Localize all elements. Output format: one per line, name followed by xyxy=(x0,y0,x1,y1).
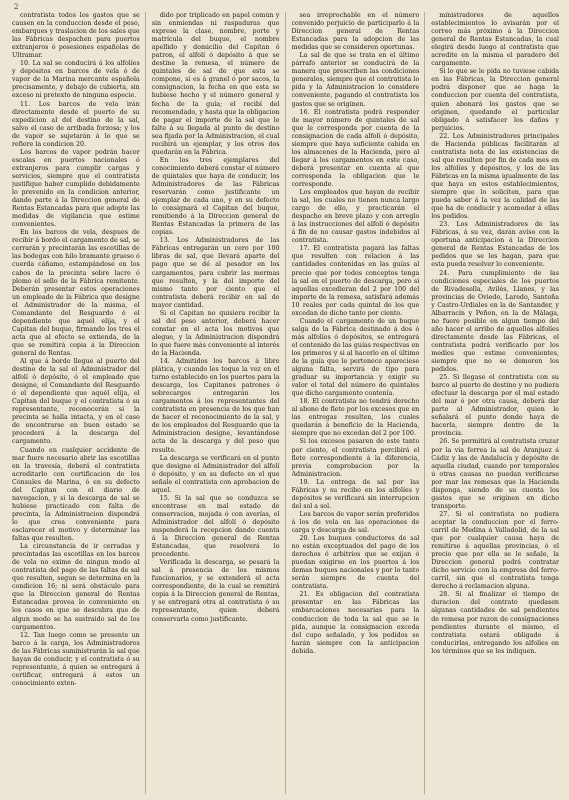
text-column-4 xyxy=(431,12,559,794)
text-column-3 xyxy=(292,12,426,794)
paragraph: 15. Si la sal que se conduzca se encontrase en mal estado de conservacion, mojada ó con averías, el Administrador del alfolí ó depósito suspenderá la recepcion dando cuenta á la Direccion general de Rentas Estancadas, que resolverá lo procedente. xyxy=(151,494,280,559)
text-column-2 xyxy=(152,12,286,794)
paragraph: 11. Los barcos de vela irán directamente desde el puerto de su expedicion al del destino de la sal, salvo el caso de arribada forzosa; y los de vapor se sujetarán á lo que se refiere la condicion 20. xyxy=(12,100,140,148)
paragraph: Al que á bordo llegue al puerto del destino de la sal el Administrador del alfolí ó depósito, ó el empleado que designe, el Comandante del Resguardo ó el dependiente que aquél elija, el Capitan del buque y el contratista ó su representante, reconocerán si la precinta se halla intacta, y en el caso de encontrarse en buen estado se procederá á la descarga del cargamento. xyxy=(12,358,140,446)
paragraph: ministradores de aquellos establecimientos lo avisarán por el correo más próximo á la Direccion general de Rentas Estancadas, la cual elegirá desde luego al contratista que acredite en la misma el paradero del cargamento. xyxy=(431,12,559,68)
paragraph: 14. Admitidos los barcos á libre plática, y cuando les toque la vez en el turno establecido en los puertos para la descarga, los Capitanes patrones ó sobrecargos entregarán los cargamentos á los representantes del contratista en presencia de los que han de hacer el reconocimiento de la sal, y de los empleados del Resguardo que la Administracion designe, levantándose acta de la descarga y del peso que resulte. xyxy=(151,358,280,454)
paragraph: En los barcos de vela, despues de recibir á bordo el cargamento de sal, se cerrarán y precintarán las escotillas de las bodegas con hilo bramante grueso ó cuerda cáñamo, estampándose en los cabos de la precinta sobre lacre ó plomo el sello de la Fábrica remitente. Deberán presentar estos operaciones un empleado de la Fábrica que designe el Administrador de la misma, el Comandante del Resguardo ó el dependiente que aquél elija, y el Capitan del buque, firmando los tres el acta que al efecto se extienda, de la que se remitirá copia á la Direccion general de Rentas. xyxy=(12,229,140,357)
text-columns xyxy=(12,12,559,794)
paragraph: 27. Si el contratista no pudiera aceptar la conduccion por el ferro-carril de Medina á Valladolid, de la sal que por cualquier causa haya de remitirse á aquellas provincias, ó el precio que por ella se le señale, la Direccion general podrá contratar dicho servicio con la empresa del ferro-carril, sin que el contratista tenga derecho á reclamacion alguna. xyxy=(431,510,559,591)
paragraph: dido por triplicado en papel común y sin enmiendas ni raspaduras que exprese la clase, nombre, porte y matrícula del buque, el nombre apellido y domicilio del Capitan ó patron, el alfolí ó depósito á que se destine la remesa, el número de quintales de sal de que esta se compone, si es á granel ó por sacos, la consignacion, la fecha en que esta se hubiese hecho y el número general y fecha de la guía; el recibí del recomendado, y hasta que la obligacion de pagar el importe de la sal que le falte á su llegada al punto de destino sea fijada por la Administracion, el cual recibirá un ejemplar, y los otros dos quedarán en la Fábrica. xyxy=(151,12,280,156)
paragraph: Los barcos de vapor serán preferidos á los de vela en las operaciones de carga y descarga de sal. xyxy=(291,510,420,534)
paragraph: Si el Capitan no quisiera recibir la sal del peso anterior, deberá hacer constar en el acta los motivos que alegue, y la Administracion dispondrá lo que fuere más conveniente al interés de la Hacienda. xyxy=(151,309,280,357)
paragraph: 19. La entrega de sal por las Fábricas y su recibo en los alfolíes y depósitos se verificará sin interrupcion del sol a sol. xyxy=(291,478,420,510)
paragraph: En los tres ejemplares del conocimiento deberá constar el número de quintales que haya de conducir, los Administradores de las Fábricas reservarán como justificante un ejemplar de cada uno, y en su defecto lo consignará el Capitan del buque, remitiendo á la Direccion general de Rentas Estancadas la primera de las copias. xyxy=(151,156,280,237)
paragraph: Los barcos de vapor podrán hacer escalas en puertos nacionales ó extranjeros para cumplir cargas y servicios, siempre que el contratista justifique haber cumplido debidamente lo prevenido en la condicion anterior, dando parte á la Direccion general de Rentas Estancadas para que adopte las medidas de vigilancia que estime convenientes. xyxy=(12,148,140,229)
paragraph: 17. El contratista pagará las faltas que resulten con relacion á las cantidades contenidas en las guías al precio que por todos conceptos tenga la sal en el puerto de descarga, pero si aquellas excedieran del 2 por 100 del importe de la remesa, satisfará además 10 reales por cada quintal de los que excedan de dicho tanto por ciento. xyxy=(291,245,420,317)
paragraph: Verificada la descarga, se pesará la sal á presencia de los mismos funcionarios, y se extenderá el acta correspondiente, de la cual se remitirá copia á la Direccion general de Rentas, y se entregará otra al contratista ó su representante, quien deberá conservarla como justificante. xyxy=(151,559,280,623)
paragraph: La circunstancia de ir cerradas y precintadas las escotillas en los barcos de vela no exime de ningun modo al contratista del pago de las faltas de sal que resulten, segun se determina en la condicion 16; ni será obstáculo para que la Direccion general de Rentas Estancadas provea lo conveniente en los casos en que se descubra que de algun modo se ha sustraido sal de los cargamentos. xyxy=(12,543,140,631)
paragraph: Si lo que se le pida no tuviese cabida en las Fábricas, la Direccion general podrá disponer que se haga la conduccion por cuenta del contratista, quien abonará los gastos que se originen, quedando el particular obligado á satisfacer los daños y perjuicios. xyxy=(431,68,559,132)
paragraph: sea irreprochable en el número convenido perjuicio de participarlo á la Direccion general de Rentas Estancadas para la adopcion de las medidas que se consideren oportunas. xyxy=(291,12,420,52)
paragraph: Cuando en cualquier accidente de mar fuere necesario abrir las escotillas en la travesía, deberá el contratista acreditarlo con certificacion de los Cónsules de Marina, ó en su defecto del Capitan con el diario de navegacion, y si la descarga de sal se hubiese practicado con falta de precinta, la Administracion dispondrá lo que crea conveniente para esclarecer el motivo y determinar las faltas que resulten. xyxy=(12,446,140,543)
paragraph: 24. Para cumplimiento de las condiciones especiales de los puertos de Rivadesella, Avilés, Llanes, y las provincias de Oviedo, Laredo, Santoña y Castro-Urdiales en la de Santander, y Albarracín y Peñon, en la de Málaga, no fuere posible en algun tiempo del año hacer el arribo de aquellos alfolíes directamente desde las Fábricas, el contratista podrá verificarlo por los medios que estime convenientes, siempre que no se demoren los pedidos. xyxy=(431,269,559,374)
paragraph: 23. Los Administradores de las Fábricas, á su vez, darán aviso con la oportuna anticipacion á la Direccion general de Rentas Estancadas de los pedidos que se les hagan, para que esta pueda resolver lo conveniente. xyxy=(431,221,559,269)
paragraph: 22. Los Administradores principales de Hacienda públicas facilitarán al contratista nota de las existencias de sal que resulten por fin de cada mes en los alfolíes y depósitos, y los de las Fábricas en la misma igualmente de las que haya en estos establecimientos, siempre que lo soliciten, para que pueda saber á la vez la calidad de las que ha de conducir y acomodar á ellas los pedidos. xyxy=(431,132,559,221)
paragraph: 16. El contratista podrá responder de mayor número de quintales de sal que le corresponda por cuenta de la consignacion de cada alfolí ó depósito, siempre que haya suficiente cabida en los almacenes de la Hacienda, pero al llegar á los cargamentos en este caso, deberá presentar en cuenta al que corresponda la obligacion que le corresponde. xyxy=(291,108,420,188)
paragraph: 25. Si llegase el contratista con su barco al puerto de destino y no pudiera efectuar la descarga por el mal estado del mar ó por otra causa, deberá dar parte al Administrador, quien le señalará el punto donde haya de hacerla, siempre dentro de la provincia. xyxy=(431,374,559,438)
paragraph: La descarga se verificará en el punto que designe el Administrador del alfolí ó depósito, y en su defecto en el que señale el contratista con aprobacion de aquel. xyxy=(151,454,280,494)
paragraph: 28. Si al finalizar el tiempo de duracion del contrato quedasen algunas cantidades de sal pendientes de remesa por razon de consignaciones pendientes durante el mismo, el contratista estará obligado á conducirlas, entregando los alfolíes en los términos que se les indiquen. xyxy=(431,591,559,655)
text-column-1 xyxy=(12,12,146,794)
paragraph: 26. Se permitirá al contratista cruzar por la via ferrea la sal de Aranjuez á Cádiz y las de Andalucía y depósito de aquella ciudad, cuando por temporales ú otras causas no puedan verificarse por mar las remesas que la Hacienda disponga, siendo de su cuenta los gastos que se originen en dicho transporte. xyxy=(431,438,559,510)
paragraph: 18. El contratista no tendrá derecho al abono de flete por los excesos que en las entregas resulten, los cuales quedarán á beneficio de la Hacienda, siempre que no excedan del 2 por 100. xyxy=(291,398,420,438)
paragraph: 12. Tan luego como se presente un barco á la carga, los Administradores de las Fábricas suministrarán la sal que hayan de conducir, y el contratista ó su representante, á quien se entregará á certificar, entregará á estos un conocimiento exten- xyxy=(12,631,140,687)
paragraph: 20. Los buques conductores de sal no están exceptuados del pago de los derechos ó arbitrios que se exijan ó puedan exigirse en los puertos á los demas buques nacionales y por lo tanto serán siempre de cuenta del contratista. xyxy=(291,535,420,591)
paragraph: 13. Los Administradores de las Fábricas entregarán un cero por 100 libras de sal, que llevará aparte del pago que se dé al pesador en los cargamentos, para cubrir las mermas que resulten, y la del importe del mismo tanto por ciento que el contratista deberá recibir en sal de mayor cantidad. xyxy=(151,237,280,309)
paragraph: 10. La sal se conducirá á los alfolíes y depósitos en barcos de vela ó de vapor de la Marina mercante española precisamente, y debajo de cubierta, sin exceso ni pretexto de ninguna especie. xyxy=(12,60,140,100)
paragraph: 21. Es obligacion del contratista presentar en las Fábricas las embarcaciones necesarias para la conduccion de toda la sal que se le pida, aunque la consignacion exceda del cupo señalado, y los pedidos se harán siempre con la anticipacion debida. xyxy=(291,591,420,655)
paragraph: Cuando el cargamento de un buque salga de la Fábrica destinado á dos ó más alfolíes ó depósitos, se entregará el contenido de las guías respectivas en los primeros y si al hacerlo en el último de la guía que le pertenece apareciese alguna falta, servirá de tipo para graduar su importancia y exigir su valor el total del número de quintales que dicho cargamento contenía. xyxy=(291,317,420,398)
paragraph: Si los excesos pasaren de este tanto por ciento, el contratista percibirá el flete correspondiente á la diferencia, previa comprobacion por la Administracion. xyxy=(291,438,420,478)
paragraph: contratista todos los gastos que se causen en la conduccion desde el peso, embarques y traslacion de los sales que las Fábricas despachen para puertos extranjeros ó posesiones españolas de Ultramar. xyxy=(12,12,140,60)
paragraph: La sal de que se trata en el último párrafo anterior se conducirá de la manera que prescriben las condiciones generales, siempre que el contratista lo pida y la Administracion lo considere conveniente, pagando el contratista los gastos que se originen. xyxy=(291,52,420,108)
paragraph: Los empleados que hayan de recibir la sal, los cuales no tienen nunca largo cargo de ello, y practicarán el despacho en breve plazo y con arreglo á las instrucciones del alfolí ó depósito á fin de no causar gastos indebidos al contratista. xyxy=(291,189,420,245)
page-folio: 2 xyxy=(14,3,20,11)
